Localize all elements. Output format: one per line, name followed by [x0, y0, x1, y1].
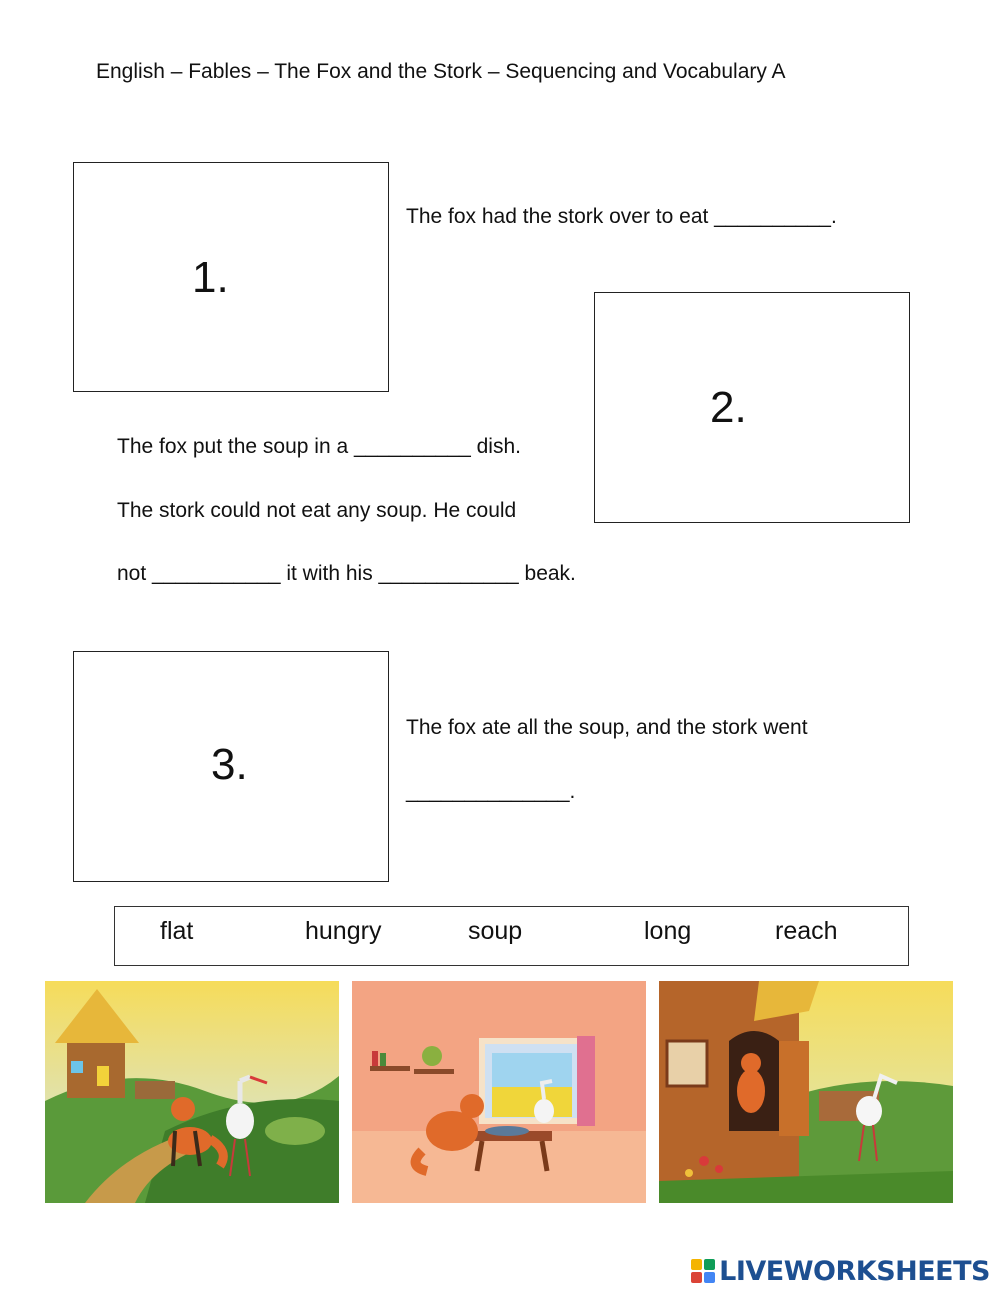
sentence-1: The fox had the stork over to eat __________.: [406, 205, 837, 228]
answer-box-3[interactable]: [73, 651, 389, 882]
word-bank-item[interactable]: reach: [775, 917, 838, 945]
sentence-3-line-2: ______________.: [406, 780, 576, 803]
sentence-2-line-1: The fox put the soup in a __________ dish.: [117, 435, 521, 458]
liveworksheets-logo[interactable]: [691, 1256, 990, 1286]
word-bank-item[interactable]: flat: [160, 917, 194, 945]
fox-at-door-stork-leaving-picture[interactable]: [659, 981, 953, 1203]
worksheet-title: English – Fables – The Fox and the Stork – Sequencing and Vocabulary A: [96, 60, 786, 83]
word-bank-item[interactable]: long: [644, 917, 692, 945]
brand-name: LIVEWORKSHEETS: [719, 1255, 990, 1287]
word-bank: [114, 906, 909, 966]
logo-mark-icon: [691, 1259, 715, 1283]
fox-and-stork-eating-picture[interactable]: [352, 981, 646, 1203]
word-bank-item[interactable]: hungry: [305, 917, 382, 945]
sentence-2-line-3: not ___________ it with his ____________ beak.: [117, 562, 576, 585]
word-bank-item[interactable]: soup: [468, 917, 523, 945]
box-number-1: 1.: [192, 253, 229, 302]
box-number-2: 2.: [710, 383, 747, 432]
sentence-2-line-2: The stork could not eat any soup. He could: [117, 499, 517, 522]
answer-box-2[interactable]: [594, 292, 910, 523]
sentence-3-line-1: The fox ate all the soup, and the stork went: [406, 716, 808, 739]
answer-box-1[interactable]: [73, 162, 389, 392]
fox-and-stork-walking-picture[interactable]: [45, 981, 339, 1203]
box-number-3: 3.: [211, 740, 248, 789]
